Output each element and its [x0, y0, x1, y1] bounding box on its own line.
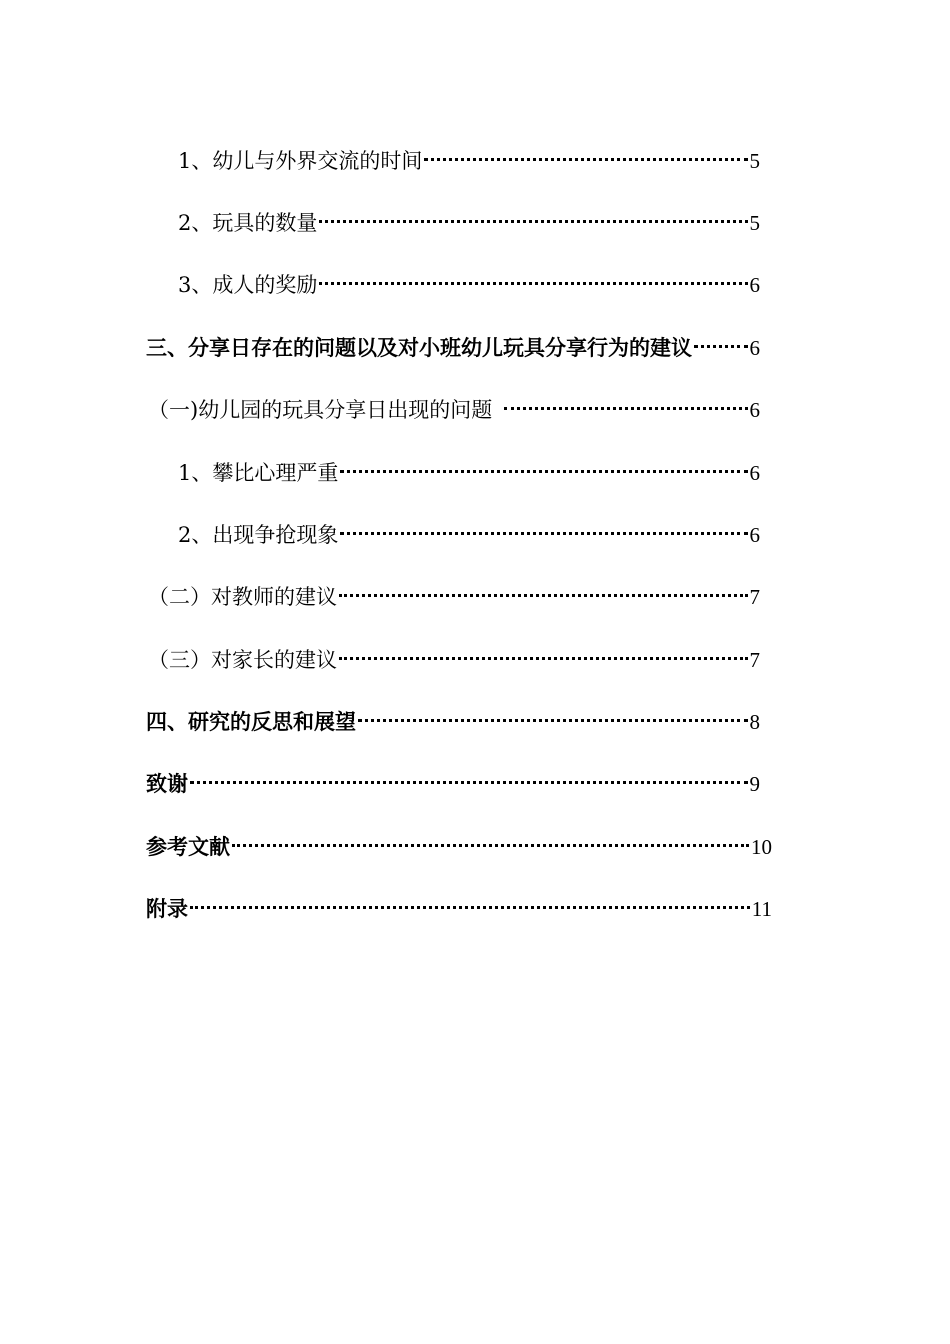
toc-entry[interactable] — [148, 637, 760, 672]
toc-entry[interactable] — [178, 262, 760, 297]
toc-entry-page: 5 — [749, 211, 760, 235]
toc-entry-page: 6 — [749, 461, 760, 485]
toc-entry[interactable] — [148, 574, 760, 609]
toc-entry[interactable] — [178, 450, 760, 485]
dot-leader — [694, 325, 748, 355]
dot-leader — [340, 450, 747, 480]
toc-entry-title: 2、玩具的数量 — [178, 211, 318, 235]
toc-entry[interactable] — [148, 387, 760, 422]
toc-entry[interactable] — [178, 200, 760, 235]
toc-entry-page: 6 — [749, 523, 760, 547]
toc-entry-title: 1、幼儿与外界交流的时间 — [178, 149, 423, 173]
toc-entry-title: 致谢 — [146, 772, 188, 796]
toc-entry[interactable] — [146, 699, 760, 734]
toc-entry-page: 11 — [751, 897, 772, 921]
dot-leader — [340, 512, 747, 542]
dot-leader — [190, 761, 748, 791]
toc-entry-page: 7 — [749, 585, 760, 609]
dot-leader — [358, 699, 748, 729]
toc-entry-title: 3、成人的奖励 — [178, 273, 318, 297]
dot-leader — [190, 886, 750, 916]
toc-entry-title: （二）对教师的建议 — [148, 585, 337, 609]
dot-leader — [424, 138, 747, 168]
toc-entry-title: 1、攀比心理严重 — [178, 461, 339, 485]
dot-leader — [339, 574, 748, 604]
toc-entry-title: （一)幼儿园的玩具分享日出现的问题 — [148, 398, 493, 422]
toc-entry-title: （三）对家长的建议 — [148, 648, 337, 672]
toc-entry-title: 三、分享日存在的问题以及对小班幼儿玩具分享行为的建议 — [146, 336, 692, 360]
toc-entry-title: 2、出现争抢现象 — [178, 523, 339, 547]
toc-entry-page: 7 — [749, 648, 760, 672]
toc-entry[interactable] — [178, 512, 760, 547]
toc-entry[interactable] — [178, 138, 760, 173]
toc-entry-title: 附录 — [146, 897, 188, 921]
toc-entry-page: 6 — [749, 273, 760, 297]
toc-entry[interactable] — [146, 886, 772, 921]
toc-entry[interactable] — [146, 824, 772, 859]
dot-leader — [504, 387, 747, 417]
dot-leader — [319, 262, 747, 292]
dot-leader — [339, 637, 748, 667]
toc-entry-page: 10 — [751, 835, 772, 859]
toc-entry[interactable] — [146, 325, 760, 360]
toc-entry-title: 四、研究的反思和展望 — [146, 710, 356, 734]
toc-entry-page: 9 — [749, 772, 760, 796]
toc-entry-page: 6 — [749, 336, 760, 360]
dot-leader — [319, 200, 747, 230]
toc-entry[interactable] — [146, 761, 760, 796]
toc-entry-page: 6 — [749, 398, 760, 422]
toc-entry-title: 参考文献 — [146, 835, 230, 859]
dot-leader — [232, 824, 749, 854]
toc-entry-page: 5 — [749, 149, 760, 173]
toc-entry-page: 8 — [749, 710, 760, 734]
